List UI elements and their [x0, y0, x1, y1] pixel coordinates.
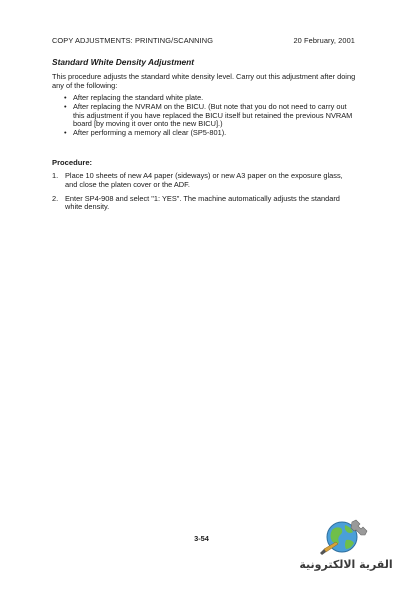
- condition-list: [64, 94, 356, 138]
- globe-wrench-logo-icon: [316, 516, 374, 558]
- step-number: 1.: [52, 171, 59, 180]
- page-number: 3-54: [194, 534, 209, 543]
- condition-text: After replacing the standard white plate.: [73, 93, 204, 102]
- condition-text: After performing a memory all clear (SP5-801).: [73, 128, 227, 138]
- bullet-icon: •: [64, 101, 67, 111]
- header-section-title: COPY ADJUSTMENTS: PRINTING/SCANNING: [52, 36, 214, 45]
- procedure-heading: Procedure:: [52, 158, 93, 167]
- procedure-step: [52, 195, 357, 213]
- watermark: [290, 516, 402, 586]
- procedure-steps: [52, 172, 357, 217]
- condition-item: [64, 129, 356, 138]
- procedure-step: [52, 172, 357, 190]
- bullet-icon: •: [64, 128, 67, 138]
- watermark-arabic-text: القرية الالكترونية: [299, 558, 393, 571]
- intro-paragraph: This procedure adjusts the standard white density level. Carry out this adjustment after doing any of the following:: [52, 72, 356, 90]
- step-text: Enter SP4-908 and select "1: YES". The machine automatically adjusts the standard white density.: [65, 193, 340, 212]
- condition-item: [64, 103, 356, 129]
- bullet-icon: •: [64, 93, 67, 102]
- condition-text: After replacing the NVRAM on the BICU. (But note that you do not need to carry out this adjustment if you have replaced the BICU itself but retained the previous NVRAM board [by moving it over onto the new BICU].): [73, 101, 353, 129]
- step-number: 2.: [52, 193, 59, 203]
- step-text: Place 10 sheets of new A4 paper (sideways) or new A3 paper on the exposure glass, and close the platen cover or the ADF.: [65, 171, 343, 189]
- section-title: Standard White Density Adjustment: [52, 57, 195, 67]
- header-date: 20 February, 2001: [293, 36, 355, 45]
